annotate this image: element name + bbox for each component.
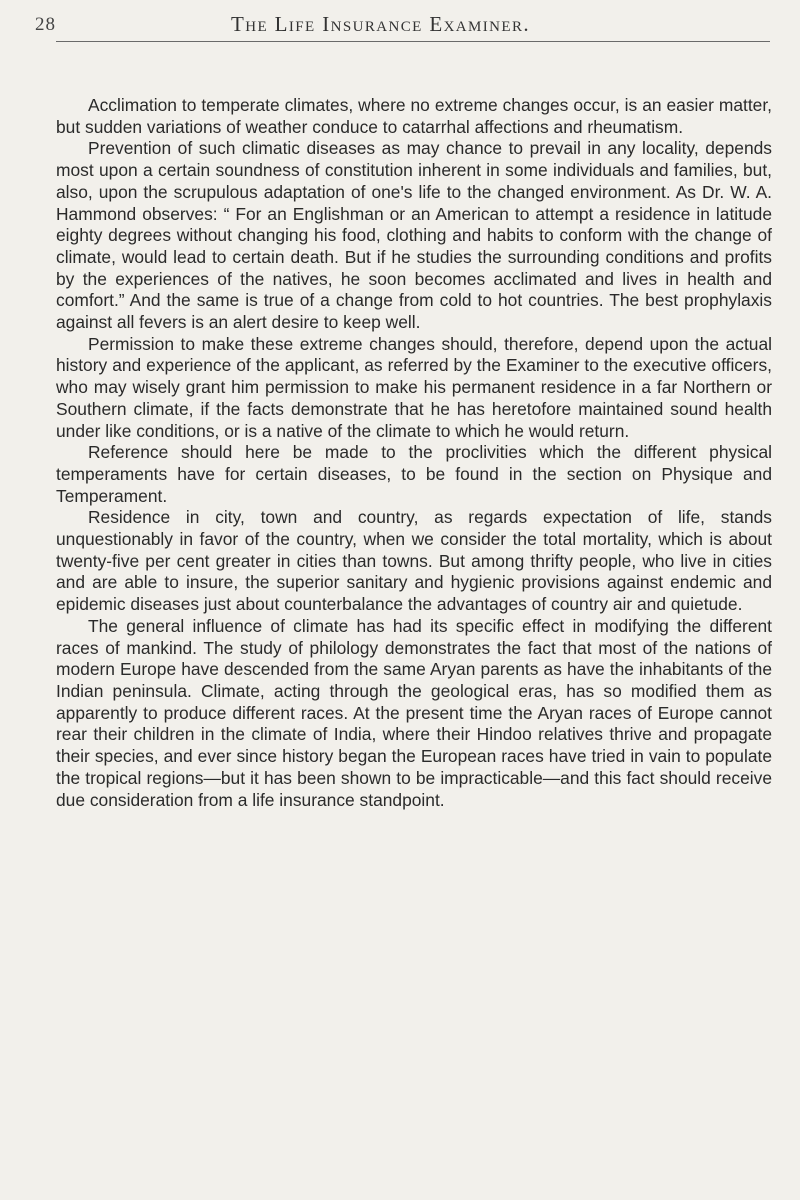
- paragraph-climate-races: The general influence of climate has had its specific effect in modifying the different races of mankind. The study of philology demonstrates the fact that most of the nations of modern Europe have descended from the same Aryan parents as have the inhabitants of the Indian peninsula. Climate, acting through the geological eras, has so modified them as apparently to produce different races. At the present time the Aryan races of Europe cannot rear their children in the climate of India, where their Hindoo relatives thrive and propagate their species, and ever since history began the European races have tried in vain to populate the tropical regions—but it has been shown to be impracticable—and this fact should receive due consideration from a life insurance standpoint.: [56, 615, 772, 810]
- paragraph-prevention: Prevention of such climatic diseases as may chance to prevail in any locality, depends most upon a certain soundness of constitution inherent in some individuals and families, but, also, upon the scrupulous adaptation of one's life to the changed environment. As Dr. W. A. Hammond observes: “ For an Englishman or an American to attempt a residence in latitude eighty degrees without changing his food, clothing and habits to conform with the change of climate, would lead to certain death. But if he studies the surrounding conditions and profits by the experiences of the natives, he soon becomes acclimated and lives in health and comfort.” And the same is true of a change from cold to hot countries. The best prophylaxis against all fevers is an alert desire to keep well.: [56, 138, 772, 333]
- paragraph-reference: Reference should here be made to the proclivities which the different physical temperaments have for certain diseases, to be found in the section on Physique and Temperament.: [56, 442, 772, 506]
- page-header: [35, 8, 775, 38]
- header-rule: [56, 41, 770, 42]
- running-title: The Life Insurance Examiner.: [231, 12, 531, 36]
- paragraph-residence: Residence in city, town and country, as regards expectation of life, stands unquestionably in favor of the country, when we consider the total mortality, which is about twenty-five per cent greater in cities than towns. But among thrifty people, who live in cities and are able to insure, the superior sanitary and hygienic provisions against endemic and epidemic diseases just about counterbalance the advantages of country air and quietude.: [56, 507, 772, 615]
- paragraph-acclimation: Acclimation to temperate climates, where no extreme changes occur, is an easier matter, but sudden variations of weather conduce to catarrhal affections and rheumatism.: [56, 95, 772, 137]
- page-number: 28: [35, 14, 56, 35]
- body-text: [56, 95, 772, 811]
- paragraph-permission: Permission to make these extreme changes should, therefore, depend upon the actual history and experience of the applicant, as referred by the Examiner to the executive officers, who may wisely grant him permission to make his permanent residence in a far Northern or Southern climate, if the facts demonstrate that he has heretofore maintained sound health under like conditions, or is a native of the climate to which he would return.: [56, 333, 772, 441]
